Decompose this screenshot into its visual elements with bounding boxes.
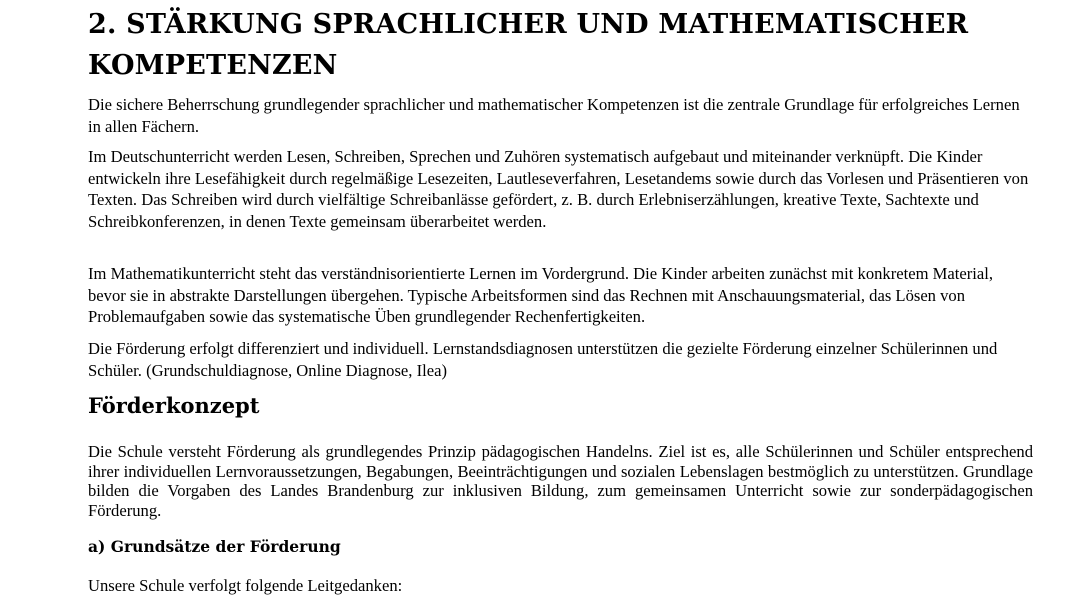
paragraph-support: Die Förderung erfolgt differenziert und individuell. Lernstandsdiagnosen unterstützen die gezielte Förderung einzelner Schülerinnen und Schüler. (Grundschuldiagnose, Online Diagnose, Ilea) <box>88 339 998 380</box>
paragraph-guidelines: Unsere Schule verfolgt folgende Leitgedanken: <box>88 576 403 595</box>
subsection-heading: a) Grundsätze der Förderung <box>88 537 341 556</box>
paragraph-german-lessons: Im Deutschunterricht werden Lesen, Schreiben, Sprechen und Zuhören systematisch aufgebaut und miteinander verknüpft. Die Kinder entwickeln ihre Lesefähigkeit durch regelmäßige Lesezeiten, Lautleseverfahren, Lesetandems sowie durch das Vorlesen und Präsentieren von Texten. Das Schreiben wird durch vielfältige Schreibanlässe gefördert, z. B. durch Erlebniserzählungen, kreative Texte, Sachtexte und Schreibkonferenzen, in denen Texte gemeinsam überarbeitet werden. <box>88 147 1029 231</box>
page-title: 2. STÄRKUNG SPRACHLICHER UND MATHEMATISCHER KOMPETENZEN <box>88 9 969 81</box>
paragraph-support-concept: Die Schule versteht Förderung als grundlegendes Prinzip pädagogischen Handelns. Ziel ist es, alle Schülerinnen und Schüler entsprechend ihrer individuellen Lernvoraussetzungen, Begabungen, Beeinträchtigungen und sozialen Lebenslagen bestmöglich zu unterstützen. Grundlage bilden die Vorgaben des Landes Brandenburg zur inklusiven Bildung, zum gemeinsamen Unterricht sowie zur sonderpädagogischen Förderung. <box>88 442 1033 520</box>
section-heading: Förderkonzept <box>88 393 260 418</box>
paragraph-intro: Die sichere Beherrschung grundlegender sprachlicher und mathematischer Kompetenzen ist die zentrale Grundlage für erfolgreiches Lernen in allen Fächern. <box>88 95 1020 136</box>
paragraph-math-lessons: Im Mathematikunterricht steht das verständnisorientierte Lernen im Vordergrund. Die Kinder arbeiten zunächst mit konkretem Material, bevor sie in abstrakte Darstellungen übergehen. Typische Arbeitsformen sind das Rechnen mit Anschauungsmaterial, das Lösen von Problemaufgaben sowie das systematische Üben grundlegender Rechenfertigkeiten. <box>88 264 994 327</box>
